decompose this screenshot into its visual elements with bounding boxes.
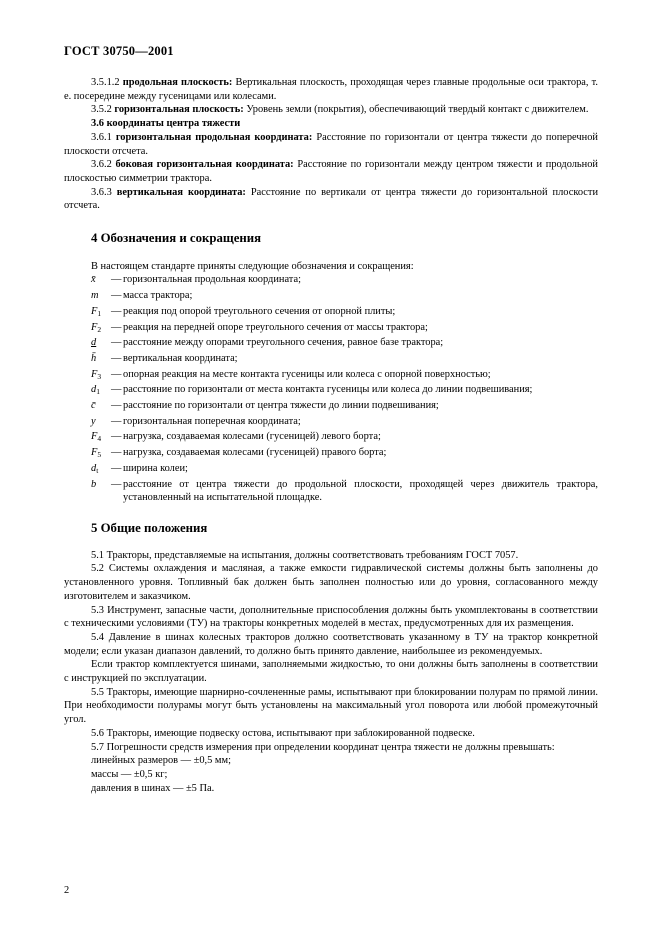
document-header: ГОСТ 30750—2001 (64, 44, 174, 58)
clause-3-5-2: 3.5.2 горизонтальная плоскость: Уровень земли (покрытия), обеспечивающий твердый контакт с движителем. (91, 104, 589, 116)
clause-5-6: 5.6 Тракторы, имеющие подвеску остова, испытывают при заблокированной подвеске. (91, 727, 475, 739)
clause-5-1: 5.1 Тракторы, представляемые на испытания, должны соответствовать требованиям ГОСТ 7057. (91, 549, 519, 561)
symbol-row: h̄ — вертикальная координата; (91, 352, 238, 364)
symbol-row: $F_1$ — реакция под опорой треугольного сечения от опорной плиты; (91, 305, 396, 318)
symbol-row: y — горизонтальная поперечная координата; (91, 415, 301, 427)
clause-3-6-1: 3.6.1 горизонтальная продольная координата: Расстояние по горизонтали от центра тяжести до поперечной плоскости отсчета. (64, 131, 598, 157)
tolerance-item: массы — ±0,5 кг; (91, 768, 168, 780)
tolerance-item: линейных размеров — ±0,5 мм; (91, 755, 231, 767)
symbol-row: x̄ — горизонтальная продольная координата; (91, 274, 301, 286)
symbol-row: $F_5$ — нагрузка, создаваемая колесами (гусеницей) правого борта; (91, 447, 387, 460)
clause-5-2: 5.2 Системы охлаждения и масляная, а также емкости гидравлической системы должны быть заполнены до установленного уровня. Топливный бак должен быть заполнен полностью или до уровня, согласованного между изготовителем и заказчиком. (64, 563, 598, 602)
symbol-row: $d_1$ — расстояние по горизонтали от места контакта гусеницы или колеса до линии подвешивания; (91, 384, 533, 397)
symbol-row: $d_t$ — ширина колеи; (91, 462, 188, 475)
clause-5-5: 5.5 Тракторы, имеющие шарнирно-сочлененные рамы, испытывают при блокировании полурам по прямой линии. При необходимости полурамы могут быть установлены на максимальный угол поворота или любой промежуточный угол. (64, 686, 598, 726)
clause-3-6-3: 3.6.3 вертикальная координата: Расстояние по вертикали от центра тяжести до горизонтальной плоскости отсчета. (64, 186, 599, 212)
clause-5-3: 5.3 Инструмент, запасные части, дополнительные приспособления должны быть укомплектованы в соответствии с техническими условиями (ТУ) на тракторы конкретных моделей в местах, предусмотренных для их размещения. (64, 604, 598, 630)
clause-5-4-liquid-tires: Если трактор комплектуется шинами, заполняемыми жидкостью, то они должны быть заполнены в соответствии с инструкцией по эксплуатации. (64, 659, 598, 685)
section-5-heading: 5 Общие положения (91, 520, 208, 535)
symbol-row: b — расстояние от центра тяжести до продольной плоскости, проходящей через движитель трактора, установленный на испытательной площадке. (91, 478, 598, 504)
symbol-row: m — масса трактора; (91, 290, 193, 302)
symbols-list (64, 273, 598, 505)
symbol-row: d — расстояние между опорами треугольного сечения, равное базе трактора; (91, 337, 444, 349)
symbol-row: $F_2$ — реакция на передней опоре треугольного сечения от массы трактора; (91, 321, 428, 334)
symbol-row: $F_4$ — нагрузка, создаваемая колесами (гусеницей) левого борта; (91, 431, 381, 444)
clause-5-4: 5.4 Давление в шинах колесных тракторов должно соответствовать указанному в ТУ на трактор конкретной модели; если указан диапазон давлений, то должно быть принято давление, наибольшее из рекомендуемых. (64, 631, 598, 657)
symbol-row: c̄ — расстояние по горизонтали от центра тяжести до линии подвешивания; (91, 400, 439, 412)
clause-3-6-2: 3.6.2 боковая горизонтальная координата: Расстояние по горизонтали между центром тяжести и продольной плоскостью симметрии трактора. (64, 159, 598, 184)
clause-5-7: 5.7 Погрешности средств измерения при определении координат центра тяжести не должны превышать: (91, 741, 555, 753)
document-body (64, 76, 598, 795)
section-4-intro: В настоящем стандарте приняты следующие обозначения и сокращения: (91, 260, 414, 272)
section-4-heading: 4 Обозначения и сокращения (91, 231, 262, 246)
symbol-row: $F_3$ — опорная реакция на месте контакта гусеницы или колеса с опорной поверхностью; (91, 368, 491, 381)
page-number: 2 (64, 885, 70, 896)
clause-3-6-title: 3.6 координаты центра тяжести (91, 118, 241, 130)
clause-3-5-1-2: 3.5.1.2 продольная плоскость: Вертикальная плоскость, проходящая через главные продольные оси трактора, т. е. посередине между гусеницами или колесами. (64, 77, 598, 102)
tolerance-item: давления в шинах — ±5 Па. (91, 782, 215, 794)
tolerance-list (64, 754, 598, 795)
